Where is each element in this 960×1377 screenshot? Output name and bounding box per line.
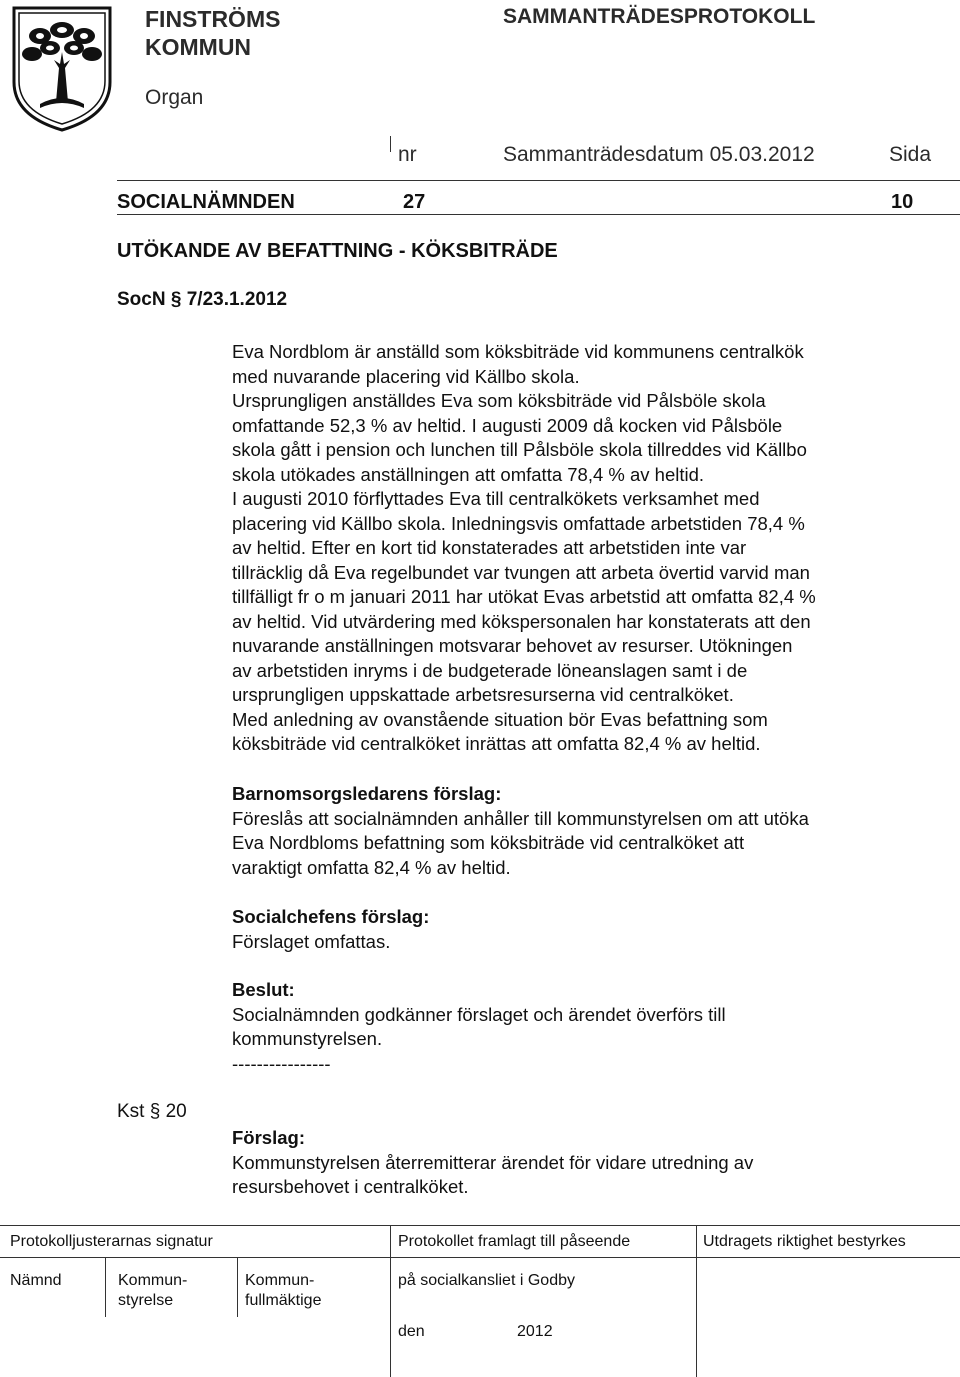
kst-section-sign: §: [149, 1101, 161, 1122]
footer-col2-title: Protokollet framlagt till påseende: [398, 1233, 631, 1250]
text-line: varaktigt omfatta 82,4 % av heltid.: [232, 856, 511, 878]
text-line: I augusti 2010 förflyttades Eva till centralkökets verksamhet med: [232, 488, 760, 509]
text-line: kommunstyrelsen.: [232, 1028, 383, 1049]
kst-number: 20: [165, 1101, 187, 1122]
footer-date-year: 2012: [517, 1323, 553, 1340]
case-title: UTÖKANDE AV BEFATTNING - KÖKSBITRÄDE: [117, 240, 558, 262]
text-line: nuvarande anställningen motsvarar behovet av resurser. Utökningen: [232, 635, 793, 656]
text-line: Kommunstyrelsen återremitterar ärendet för vidare utredning av: [232, 1151, 754, 1173]
text-line: Föreslås att socialnämnden anhåller till kommunstyrelsen om att utöka: [232, 807, 809, 829]
page-label: Sida: [889, 143, 932, 166]
footer-kommunfullmaktige-line1: Kommun-: [245, 1272, 315, 1289]
text-line: köksbiträde vid centralköket inrättas att omfatta 82,4 % av heltid.: [232, 733, 761, 754]
text-line: av heltid. Vid utvärdering med kökspersonalen har konstaterats att den: [232, 610, 811, 632]
text-line: av arbetstiden inryms i de budgeterade löneanslagen samt i de: [232, 659, 748, 681]
text-line: omfattande 52,3 % av heltid. I augusti 2009 då kocken vid Pålsböle: [232, 414, 783, 436]
page-number: 10: [891, 191, 914, 213]
proposal-barnomsorgsledare: [232, 782, 937, 880]
text-line: av heltid. Efter en kort tid konstaterades att arbetstiden inte var: [232, 537, 747, 558]
proposal-socialchef: [232, 905, 937, 954]
footer-kommunstyrelse-line1: Kommun-: [118, 1272, 188, 1289]
proposal-kommunstyrelsen: [232, 1126, 937, 1200]
text-line: Ursprungligen anställdes Eva som köksbiträde vid Pålsböle skola: [232, 390, 766, 411]
text-line: Eva Nordblom är anställd som köksbiträde vid kommunens centralkök: [232, 341, 804, 362]
section-sign: §: [170, 289, 182, 310]
text-line: Socialnämnden godkänner förslaget och ärendet överförs till: [232, 1003, 726, 1025]
kst-reference: [117, 1101, 187, 1123]
text-line: resursbehovet i centralköket.: [232, 1176, 469, 1197]
kst-prefix: Kst: [117, 1101, 145, 1122]
footer-date-prefix: den: [398, 1323, 425, 1340]
proposal2-text: Förslaget omfattas.: [232, 930, 391, 952]
footer-col-divider: [390, 1225, 391, 1377]
header-divider: [117, 180, 960, 181]
case-reference: [117, 289, 287, 311]
decision-heading: Beslut:: [232, 979, 295, 1000]
text-line: tillfälligt fr o m januari 2011 har utökat Evas arbetstid att omfatta 82,4 %: [232, 586, 816, 607]
text-line: med nuvarande placering vid Källbo skola.: [232, 365, 580, 387]
footer-namnd: Nämnd: [10, 1272, 62, 1289]
dash-separator: ----------------: [232, 1052, 331, 1074]
footer-col1-title: Protokolljusterarnas signatur: [10, 1233, 213, 1250]
section-divider: [117, 214, 960, 215]
footer-col3-title: Utdragets riktighet bestyrkes: [703, 1233, 906, 1250]
municipality-name: [145, 5, 280, 61]
decision: [232, 978, 937, 1076]
footer-kommunfullmaktige-line2: fullmäktige: [245, 1292, 322, 1309]
municipality-crest-logo: [10, 4, 114, 134]
meeting-date-label: Sammanträdesdatum 05.03.2012: [503, 143, 815, 166]
text-line: Med anledning av ovanstående situation bör Evas befattning som: [232, 708, 768, 730]
text-line: placering vid Källbo skola. Inledningsvis omfattade arbetstiden 78,4 %: [232, 512, 805, 534]
footer-top-rule: [0, 1225, 960, 1226]
municipality-name-line2: KOMMUN: [145, 34, 252, 60]
municipality-name-line1: FINSTRÖMS: [145, 6, 281, 32]
footer-kommunstyrelse: [118, 1271, 187, 1311]
proposal1-heading: Barnomsorgsledarens förslag:: [232, 783, 502, 804]
text-line: skola utökades anställningen att omfatta 78,4 % av heltid.: [232, 463, 705, 485]
footer-header-rule: [0, 1257, 960, 1258]
footer-cell-divider: [237, 1257, 238, 1317]
footer-place: på socialkansliet i Godby: [398, 1272, 575, 1289]
case-ref-prefix: SocN: [117, 289, 166, 310]
nr-label: nr: [398, 143, 417, 166]
organ-name: SOCIALNÄMNDEN: [117, 191, 295, 213]
item-number: 27: [403, 191, 426, 213]
proposal2-heading: Socialchefens förslag:: [232, 906, 430, 927]
text-line: skola gått i pension och lunchen till Pålsböle skola tillreddes vid Källbo: [232, 439, 807, 460]
text-line: ursprungligen uppskattade arbetsresurserna vid centralköket.: [232, 684, 734, 705]
document-type: SAMMANTRÄDESPROTOKOLL: [503, 5, 816, 28]
case-ref-suffix: 7/23.1.2012: [186, 289, 288, 310]
footer-col-divider: [696, 1225, 697, 1377]
footer-kommunstyrelse-line2: styrelse: [118, 1292, 174, 1309]
case-description: [232, 340, 937, 757]
organ-label: Organ: [145, 86, 204, 109]
footer-kommunfullmaktige: [245, 1271, 321, 1311]
text-line: Eva Nordbloms befattning som köksbiträde vid centralköket att: [232, 832, 745, 853]
text-line: tillräcklig då Eva regelbundet var tvungen att arbeta övertid varvid man: [232, 561, 810, 583]
proposal3-heading: Förslag:: [232, 1127, 305, 1148]
footer-cell-divider: [105, 1257, 106, 1317]
